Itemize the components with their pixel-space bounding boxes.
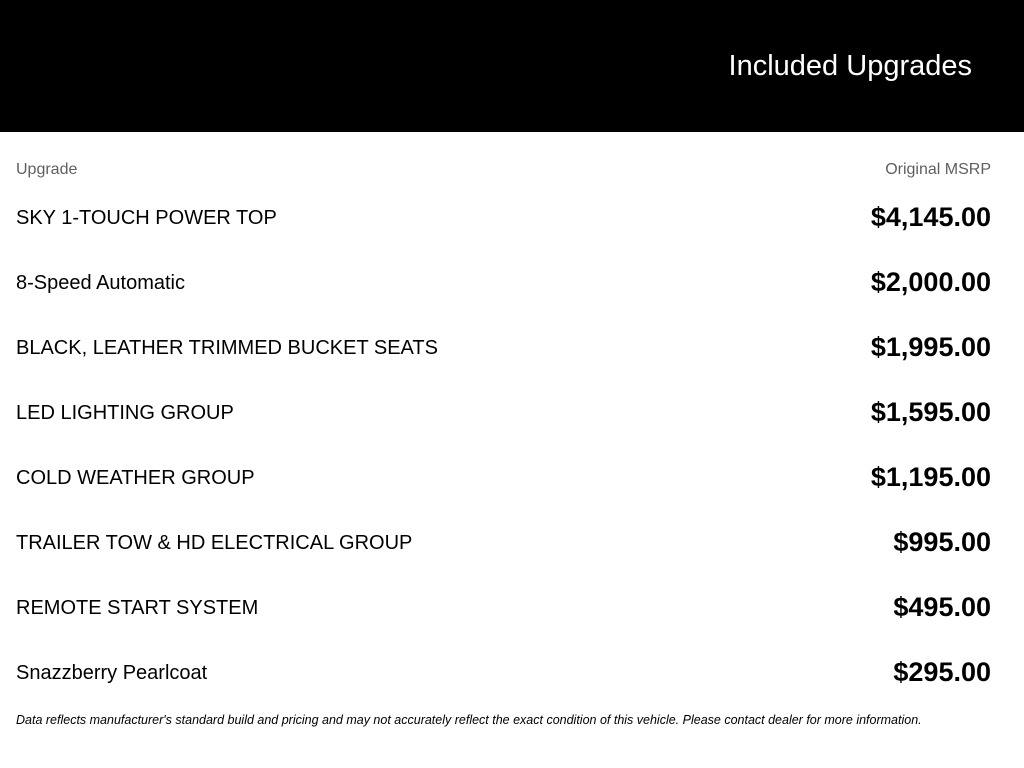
upgrade-price: $1,195.00 [870, 462, 991, 492]
table-row [0, 575, 1024, 640]
upgrade-name: SKY 1-TOUCH POWER TOP [16, 207, 277, 229]
upgrade-price: $4,145.00 [870, 202, 991, 232]
table-row [0, 250, 1024, 315]
table-row [0, 640, 1024, 705]
page-title: Included Upgrades [728, 50, 972, 82]
upgrade-name: TRAILER TOW & HD ELECTRICAL GROUP [16, 532, 413, 554]
table-row [0, 315, 1024, 380]
header-banner [0, 0, 1024, 132]
upgrade-price: $1,595.00 [870, 397, 991, 427]
column-header-upgrade: Upgrade [16, 161, 78, 178]
upgrade-price: $495.00 [893, 592, 991, 622]
table-row [0, 510, 1024, 575]
upgrade-price: $1,995.00 [870, 332, 991, 362]
upgrade-name: COLD WEATHER GROUP [16, 467, 255, 489]
upgrade-name: Snazzberry Pearlcoat [16, 662, 208, 684]
upgrade-name: LED LIGHTING GROUP [16, 402, 234, 424]
upgrade-name: REMOTE START SYSTEM [16, 597, 259, 619]
upgrade-name: 8-Speed Automatic [16, 272, 185, 294]
table-row [0, 445, 1024, 510]
table-row [0, 185, 1024, 250]
column-header-msrp: Original MSRP [885, 161, 991, 178]
upgrade-price: $295.00 [893, 657, 991, 687]
upgrades-list [0, 185, 1024, 705]
upgrade-price: $995.00 [893, 527, 991, 557]
disclaimer-text: Data reflects manufacturer's standard build and pricing and may not accurately reflect the exact condition of this vehicle. Please contact dealer for more information. [16, 713, 922, 727]
table-row [0, 380, 1024, 445]
upgrade-name: BLACK, LEATHER TRIMMED BUCKET SEATS [16, 337, 438, 359]
upgrade-price: $2,000.00 [870, 267, 991, 297]
